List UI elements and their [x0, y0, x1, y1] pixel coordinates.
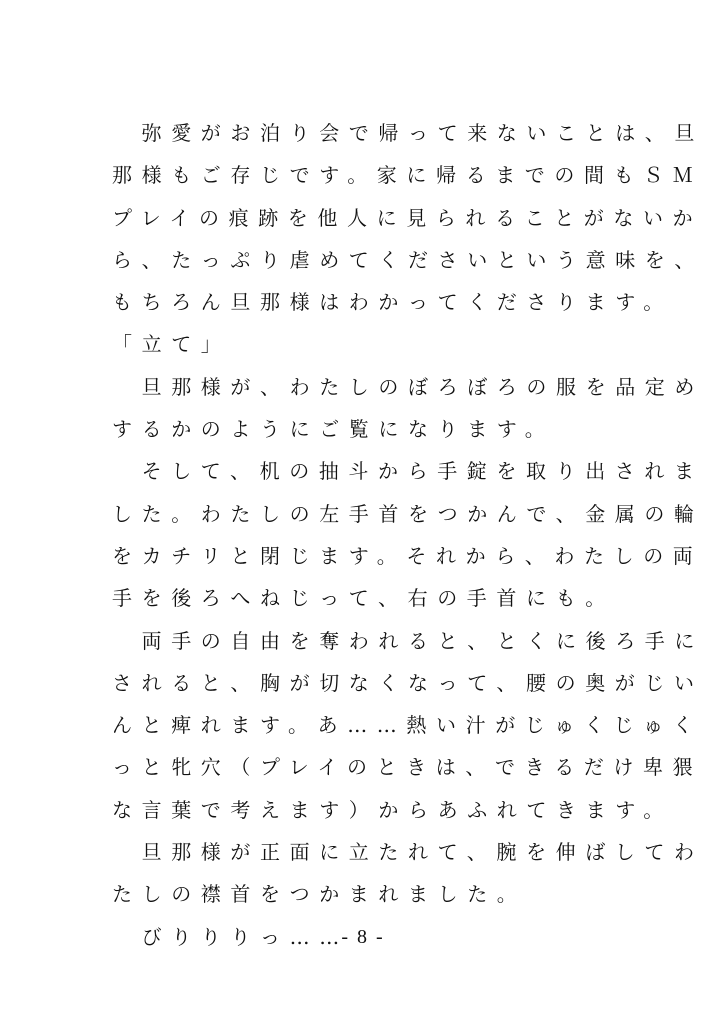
text-line-5: もちろん旦那様はわかってくださります。: [112, 290, 673, 315]
text-line-9: そして、机の抽斗から手錠を取り出されま: [112, 459, 704, 484]
text-line-2: 那様もご存じです。家に帰るまでの間もＳＭ: [112, 163, 703, 188]
text-line-11: をカチリと閉じます。それから、わたしの両: [112, 543, 703, 568]
text-line-8: するかのようにご覧になります。: [112, 417, 555, 442]
text-line-14: されると、胸が切なくなって、腰の奥がじい: [112, 670, 704, 695]
text-line-13: 両手の自由を奪われると、とくに後ろ手に: [112, 628, 704, 653]
text-line-4: ら、たっぷり虐めてくださいという意味を、: [112, 247, 704, 272]
text-line-6: 「立て」: [112, 332, 231, 357]
text-line-20: びりりりっ……: [112, 924, 349, 949]
text-line-1: 弥愛がお泊り会で帰って来ないことは、旦: [112, 121, 704, 145]
page-number: - 8 -: [341, 926, 385, 948]
text-line-15: んと痺れます。あ……熱い汁がじゅくじゅく: [112, 713, 703, 738]
text-line-7: 旦那様が、わたしのぼろぼろの服を品定め: [112, 374, 704, 399]
body-text: [112, 112, 704, 958]
text-line-10: した。わたしの左手首をつかんで、金属の輪: [112, 501, 704, 526]
text-line-3: プレイの痕跡を他人に見られることがないか: [112, 205, 703, 230]
text-line-12: 手を後ろへねじって、右の手首にも。: [112, 586, 615, 611]
text-line-18: 旦那様が正面に立たれて、腕を伸ばしてわ: [112, 840, 704, 865]
text-line-19: たしの襟首をつかまれました。: [112, 882, 527, 907]
text-line-16: っと牝穴（プレイのときは、できるだけ卑猥: [112, 755, 703, 780]
text-line-17: な言葉で考えます）からあふれてきます。: [112, 797, 673, 822]
